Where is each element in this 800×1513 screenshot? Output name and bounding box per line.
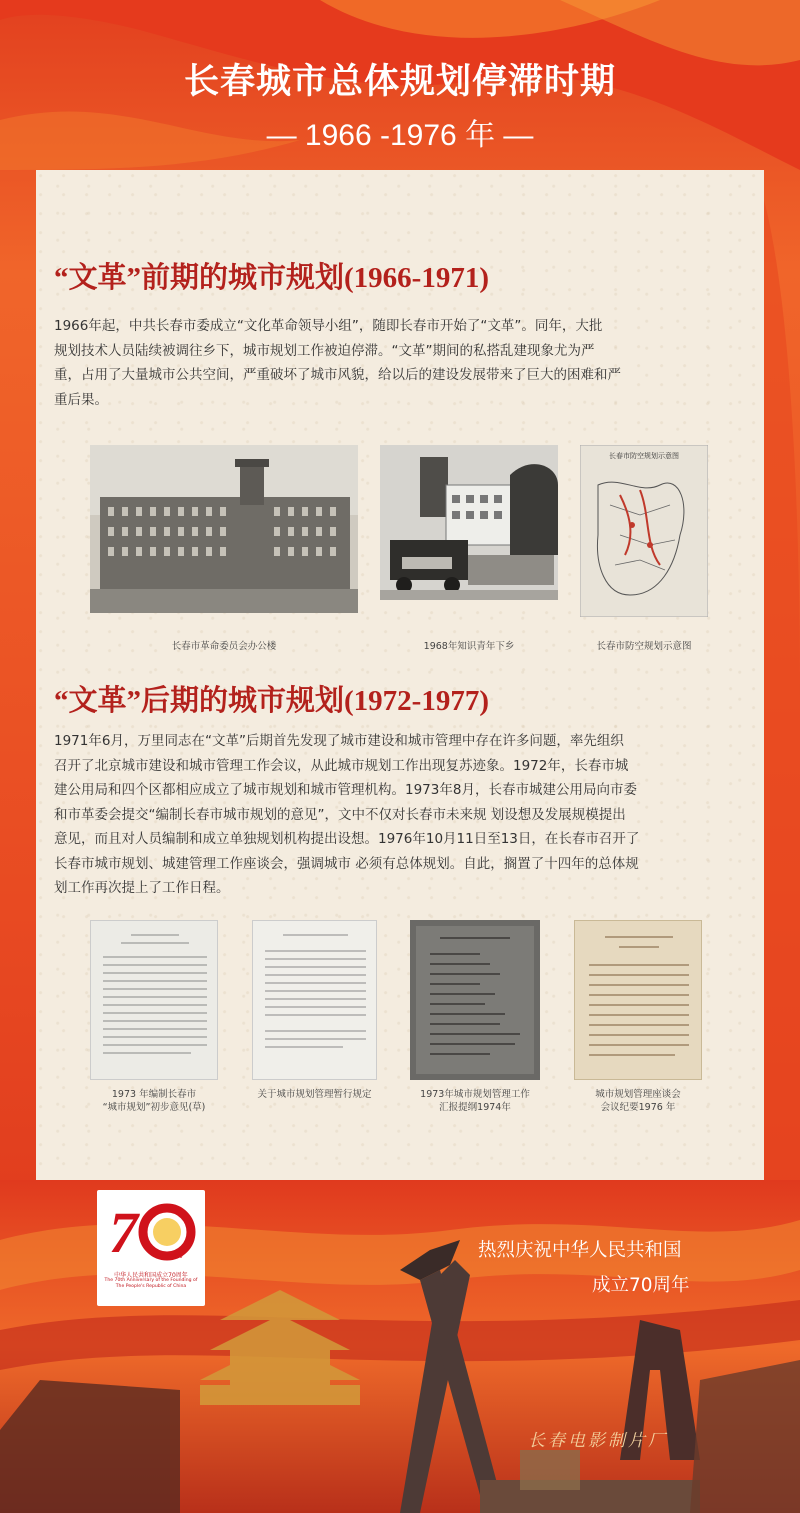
- section2-line: 召开了北京城市建设和城市管理工作会议，从此城市规划工作出现复苏迹象。1972年，长春市城: [54, 757, 629, 774]
- svg-text:7: 7: [109, 1200, 138, 1265]
- section2-heading: “文革”后期的城市规划(1972-1977): [54, 685, 489, 717]
- section2-line: 和市革委会提交“编制长春市城市规划的意见”，文中不仅对长春市未来规 划设想及发展规模提出: [54, 806, 626, 823]
- section1-line: 重后果。: [54, 391, 108, 408]
- caption-line: 汇报提纲1974年: [439, 1102, 511, 1113]
- photo-youth-to-countryside: [380, 445, 558, 600]
- caption-line: 会议纪要1976 年: [600, 1102, 676, 1113]
- logo-text-cn: 中华人民共和国成立70周年: [114, 1272, 188, 1279]
- logo-en-line: The 70th Anniversary of the Founding of: [104, 1278, 198, 1283]
- section1-line: 重，占用了大量城市公共空间，严重破坏了城市风貌，给以后的建设发展带来了巨大的困难和严: [54, 367, 621, 383]
- document-planning-regulations: [252, 920, 377, 1080]
- photo-revolutionary-committee-building: [90, 445, 358, 613]
- section1-line: 1966年起，中共长春市委成立“文化革命领导小组”，随即长春市开始了“文革”。同年，大批: [54, 318, 603, 334]
- section2-line: 意见，而且对人员编制和成立单独规划机构提出设想。1976年10月11日至13日，在长春市召开了: [54, 831, 640, 847]
- slogan-line1: 热烈庆祝中华人民共和国: [478, 1240, 682, 1261]
- logo-en-line: The People's Republic of China: [115, 1284, 187, 1289]
- slogan-line2: 成立70周年: [592, 1275, 690, 1296]
- caption-line: 1973 年编制长春市: [111, 1089, 197, 1100]
- document-caption: [237, 1088, 392, 1101]
- title-years: — 1966 -1976 年 —: [266, 119, 534, 152]
- logo-years: 1949-2019: [155, 1254, 183, 1260]
- section2-line: 建公用局和四个区都相应成立了城市规划和城市管理机构。1973年8月，长春市城建公用局向市委: [54, 782, 637, 798]
- section1-line: 规划技术人员陆续被调往乡下，城市规划工作被迫停滞。“文革”期间的私搭乱建现象尤为严: [54, 342, 595, 359]
- section2-line: 划工作再次提上了工作日程。: [54, 880, 230, 896]
- map-title: 长春市防空规划示意图: [609, 452, 679, 460]
- section2-paragraph: [54, 729, 694, 901]
- caption-line: “城市规划”初步意见(草): [102, 1102, 206, 1113]
- photo-air-defense-map: [580, 445, 708, 617]
- document-caption: [564, 1088, 712, 1114]
- section2-line: 长春市城市规划、城建管理工作座谈会，强调城市 必须有总体规划。自此，搁置了十四年的总体规: [54, 855, 639, 872]
- section2-line: 1971年6月，万里同志在“文革”后期首先发现了城市建设和城市管理中存在许多问题，率先组织: [54, 733, 624, 749]
- header: [0, 0, 800, 170]
- caption-line: 1973年城市规划管理工作: [420, 1089, 530, 1100]
- anniversary-logo: [97, 1190, 205, 1306]
- section1-heading: “文革”前期的城市规划(1966-1971): [54, 262, 489, 294]
- document-caption: [80, 1088, 228, 1114]
- document-1973-management-report: [410, 920, 540, 1080]
- document-1973-planning-draft: [90, 920, 218, 1080]
- document-caption: [400, 1088, 550, 1114]
- section1-paragraph: [54, 314, 694, 412]
- caption-line: 城市规划管理座谈会: [595, 1089, 681, 1100]
- logo-text-en: [99, 1278, 203, 1290]
- photo-caption: 长春市防空规划示意图: [596, 641, 692, 652]
- studio-sign-text: 长春电影制片厂: [528, 1431, 668, 1451]
- caption-line: 关于城市规划管理暂行规定: [257, 1089, 372, 1100]
- page-title: 长春城市总体规划停滞时期: [183, 62, 616, 102]
- photo-caption: 长春市革命委员会办公楼: [171, 641, 277, 652]
- document-1976-symposium-minutes: [574, 920, 702, 1080]
- photo-caption: 1968年知识青年下乡: [423, 641, 515, 652]
